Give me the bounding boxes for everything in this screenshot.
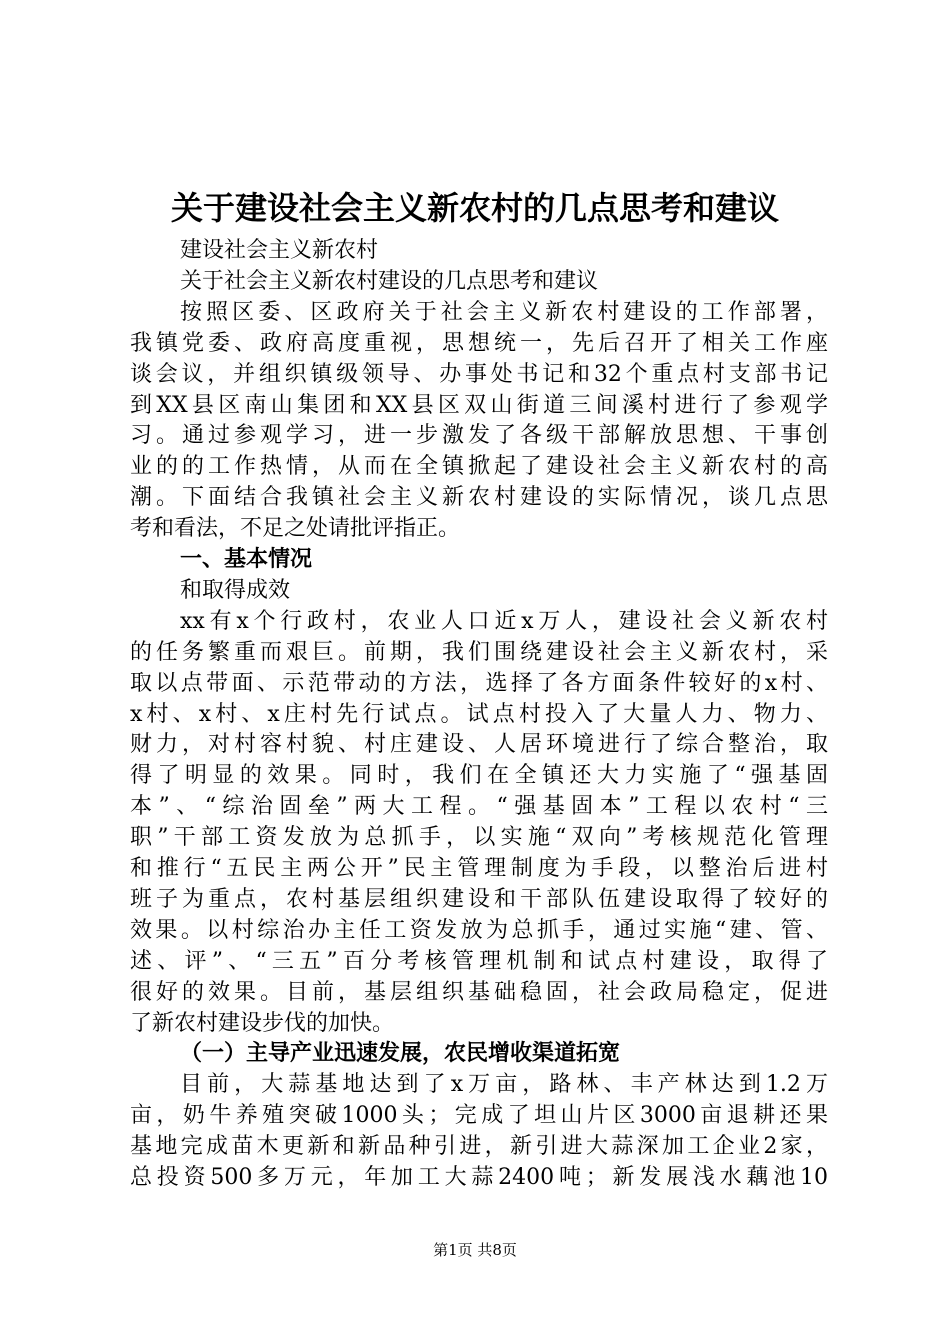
paragraph-line: 得了明显的效果。同时，我们在全镇还大力实施了“强基固 — [130, 763, 828, 789]
paragraph-line: 业的的工作热情，从而在全镇掀起了建设社会主义新农村的高 — [130, 454, 828, 480]
paragraph-line: 财力，对村容村貌、村庄建设、人居环境进行了综合整治，取 — [130, 732, 828, 758]
paragraph-line: 总投资500多万元，年加工大蒜2400吨；新发展浅水藕池10 — [130, 1165, 828, 1190]
paragraph-line: 考和看法，不足之处请批评指正。 — [130, 516, 461, 542]
paragraph-line: 述、评”、“三五”百分考核管理机制和试点村建设，取得了 — [130, 948, 828, 974]
section-heading: 一、基本情况 — [180, 547, 313, 572]
paragraph-line: 我镇党委、政府高度重视，思想统一，先后召开了相关工作座 — [130, 330, 828, 356]
paragraph-line: 建设社会主义新农村 — [180, 238, 379, 263]
paragraph-line: 和推行“五民主两公开”民主管理制度为手段，以整治后进村 — [130, 856, 828, 881]
paragraph-line: 班子为重点，农村基层组织建设和干部队伍建设取得了较好的 — [130, 886, 828, 912]
paragraph-line: 本”、“综治固垒”两大工程。“强基固本”工程以农村“三 — [130, 794, 828, 820]
paragraph-line: xx有x个行政村，农业人口近x万人，建设社会义新农村 — [180, 608, 828, 634]
paragraph-line: 了新农村建设步伐的加快。 — [130, 1010, 395, 1036]
paragraph-line: 关于社会主义新农村建设的几点思考和建议 — [180, 268, 599, 294]
paragraph-line: 的任务繁重而艰巨。前期，我们围绕建设社会主义新农村，采 — [130, 639, 828, 665]
page-footer: 第1页 共8页 — [433, 1241, 517, 1259]
paragraph-line: 习。通过参观学习，进一步激发了各级干部解放思想、干事创 — [130, 423, 828, 449]
paragraph-line: 很好的效果。目前，基层组织基础稳固，社会政局稳定，促进 — [130, 979, 828, 1005]
section-heading: （一）主导产业迅速发展，农民增收渠道拓宽 — [180, 1041, 621, 1067]
paragraph-line: 潮。下面结合我镇社会主义新农村建设的实际情况，谈几点思 — [130, 485, 828, 511]
paragraph-line: 目前，大蒜基地达到了x万亩，路林、丰产林达到1.2万 — [180, 1072, 828, 1098]
paragraph-line: 按照区委、区政府关于社会主义新农村建设的工作部署， — [180, 299, 828, 325]
paragraph-line: 职”干部工资发放为总抓手，以实施“双向”考核规范化管理 — [130, 825, 828, 851]
paragraph-line: 效果。以村综治办主任工资发放为总抓手，通过实施“建、管、 — [130, 917, 828, 943]
paragraph-line: x村、x村、x庄村先行试点。试点村投入了大量人力、物力、 — [130, 701, 828, 727]
paragraph-line: 到XX县区南山集团和XX县区双山街道三间溪村进行了参观学 — [130, 392, 828, 418]
paragraph-line: 取以点带面、示范带动的方法，选择了各方面条件较好的x村、 — [130, 670, 828, 696]
paragraph-line: 基地完成苗木更新和新品种引进，新引进大蒜深加工企业2家， — [130, 1134, 828, 1160]
paragraph-line: 和取得成效 — [180, 577, 291, 603]
document-title: 关于建设社会主义新农村的几点思考和建议 — [170, 189, 779, 227]
paragraph-line: 亩，奶牛养殖突破1000头；完成了坦山片区3000亩退耕还果 — [130, 1103, 828, 1129]
paragraph-line: 谈会议，并组织镇级领导、办事处书记和32个重点村支部书记 — [130, 361, 828, 387]
